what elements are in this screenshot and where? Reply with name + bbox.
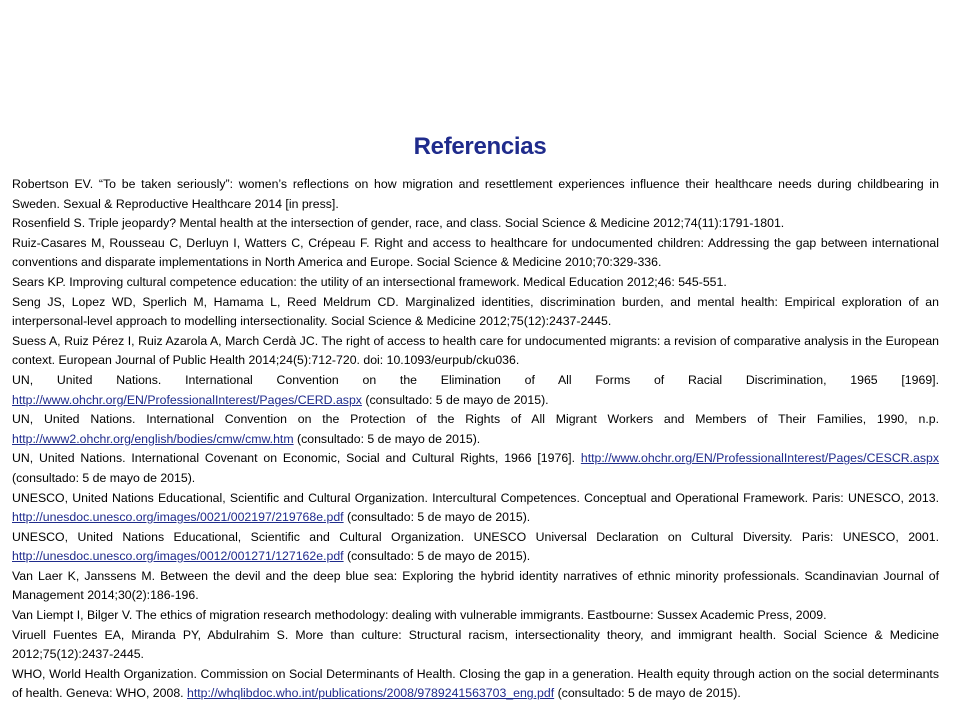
reference-link-unesco-2013[interactable]: http://unesdoc.unesco.org/images/0021/002197/219768e.pdf bbox=[12, 510, 344, 525]
reference-text: Rosenfield S. Triple jeopardy? Mental health at the intersection of gender, race, and class. Social Science & Medicine 2012;74(11):1791-1801. bbox=[12, 216, 785, 231]
reference-text: Robertson EV. “To be taken seriously”: women’s reflections on how migration and resettlement experiences influence their healthcare needs during childbearing in Sweden. Sexual & Reproductive Healthcare 2014 [in press]. bbox=[12, 177, 939, 211]
reference-item bbox=[12, 449, 939, 488]
reference-item bbox=[12, 567, 939, 606]
reference-text: Suess A, Ruiz Pérez I, Ruiz Azarola A, March Cerdà JC. The right of access to health care for undocumented migrants: a revision of comparative analysis in the European context. European Journal of Public Health 2014;24(5):712-720. doi: 10.1093/eurpub/cku036. bbox=[12, 333, 939, 368]
reference-text: WHO, World Health Organization. Commission on Social Determinants of Health. Closing the gap in a generation. Health equity through action on the social determinants of health. Geneva: WHO, 2008. bbox=[12, 666, 939, 701]
reference-accessed: (consultado: 5 de mayo de 2015). bbox=[293, 431, 481, 446]
reference-link-cmw[interactable]: http://www2.ohchr.org/english/bodies/cmw/cmw.htm bbox=[12, 431, 294, 446]
reference-accessed: (consultado: 5 de mayo de 2015). bbox=[361, 392, 549, 407]
reference-item bbox=[12, 665, 939, 704]
reference-list bbox=[12, 175, 939, 704]
reference-text: Van Laer K, Janssens M. Between the devil and the deep blue sea: Exploring the hybrid identity narratives of ethnic minority professionals. Scandinavian Journal of Management 2014;30(2):186-196. bbox=[12, 568, 939, 603]
reference-item bbox=[12, 371, 939, 410]
reference-accessed: (consultado: 5 de mayo de 2015). bbox=[12, 470, 196, 485]
reference-link-cerd[interactable]: http://www.ohchr.org/EN/ProfessionalInterest/Pages/CERD.aspx bbox=[12, 392, 362, 407]
reference-link-unesco-2001[interactable]: http://unesdoc.unesco.org/images/0012/001271/127162e.pdf bbox=[12, 549, 344, 564]
reference-link-cescr[interactable]: http://www.ohchr.org/EN/ProfessionalInterest/Pages/CESCR.aspx bbox=[580, 451, 939, 466]
reference-item bbox=[12, 273, 939, 293]
reference-text: UN, United Nations. International Covenant on Economic, Social and Cultural Rights, 1966 [1976]. bbox=[12, 451, 581, 466]
reference-item bbox=[12, 214, 939, 234]
reference-accessed: (consultado: 5 de mayo de 2015). bbox=[343, 510, 531, 525]
reference-accessed: (consultado: 5 de mayo de 2015). bbox=[343, 549, 531, 564]
reference-item bbox=[12, 293, 939, 332]
reference-text: UN, United Nations. International Convention on the Elimination of All Forms of Racial Discrimination, 1965 [1969]. bbox=[12, 372, 939, 387]
reference-item bbox=[12, 489, 939, 528]
reference-item bbox=[12, 234, 939, 273]
reference-text: Seng JS, Lopez WD, Sperlich M, Hamama L, Reed Meldrum CD. Marginalized identities, discrimination burden, and mental health: Empirical exploration of an interpersonal-level approach to modelling intersectionality. Social Science & Medicine 2012;75(12):2437-2445. bbox=[12, 294, 939, 329]
reference-text: Ruiz-Casares M, Rousseau C, Derluyn I, Watters C, Crépeau F. Right and access to healthcare for undocumented children: Addressing the gap between international conventions and disparate implementations in North America and Europe. Social Science & Medicine 2010;70:329-336. bbox=[12, 235, 939, 270]
reference-text: UNESCO, United Nations Educational, Scientific and Cultural Organization. Intercultural Competences. Conceptual and Operational Framework. Paris: UNESCO, 2013. bbox=[12, 490, 939, 505]
reference-item bbox=[12, 175, 939, 214]
reference-text: Sears KP. Improving cultural competence education: the utility of an intersectional framework. Medical Education 2012;46: 545-551. bbox=[12, 274, 727, 289]
reference-item bbox=[12, 332, 939, 371]
reference-text: Van Liempt I, Bilger V. The ethics of migration research methodology: dealing with vulnerable immigrants. Eastbourne: Sussex Academic Press, 2009. bbox=[12, 608, 827, 623]
reference-item bbox=[12, 528, 939, 567]
reference-item bbox=[12, 410, 939, 449]
page-title: Referencias bbox=[413, 133, 547, 160]
reference-item bbox=[12, 626, 939, 665]
reference-accessed: (consultado: 5 de mayo de 2015). bbox=[554, 686, 741, 701]
reference-text: Viruell Fuentes EA, Miranda PY, Abdulrahim S. More than culture: Structural racism, intersectionality theory, and immigrant health. Social Science & Medicine 2012;75(12):2437-2445. bbox=[12, 627, 939, 662]
reference-item bbox=[12, 606, 939, 626]
reference-text: UNESCO, United Nations Educational, Scientific and Cultural Organization. UNESCO Universal Declaration on Cultural Diversity. Paris: UNESCO, 2001. bbox=[12, 529, 939, 544]
reference-text: UN, United Nations. International Convention on the Protection of the Rights of All Migrant Workers and Members of Their Families, 1990, n.p. bbox=[12, 412, 939, 427]
reference-link-who[interactable]: http://whqlibdoc.who.int/publications/2008/9789241563703_eng.pdf bbox=[187, 686, 555, 701]
